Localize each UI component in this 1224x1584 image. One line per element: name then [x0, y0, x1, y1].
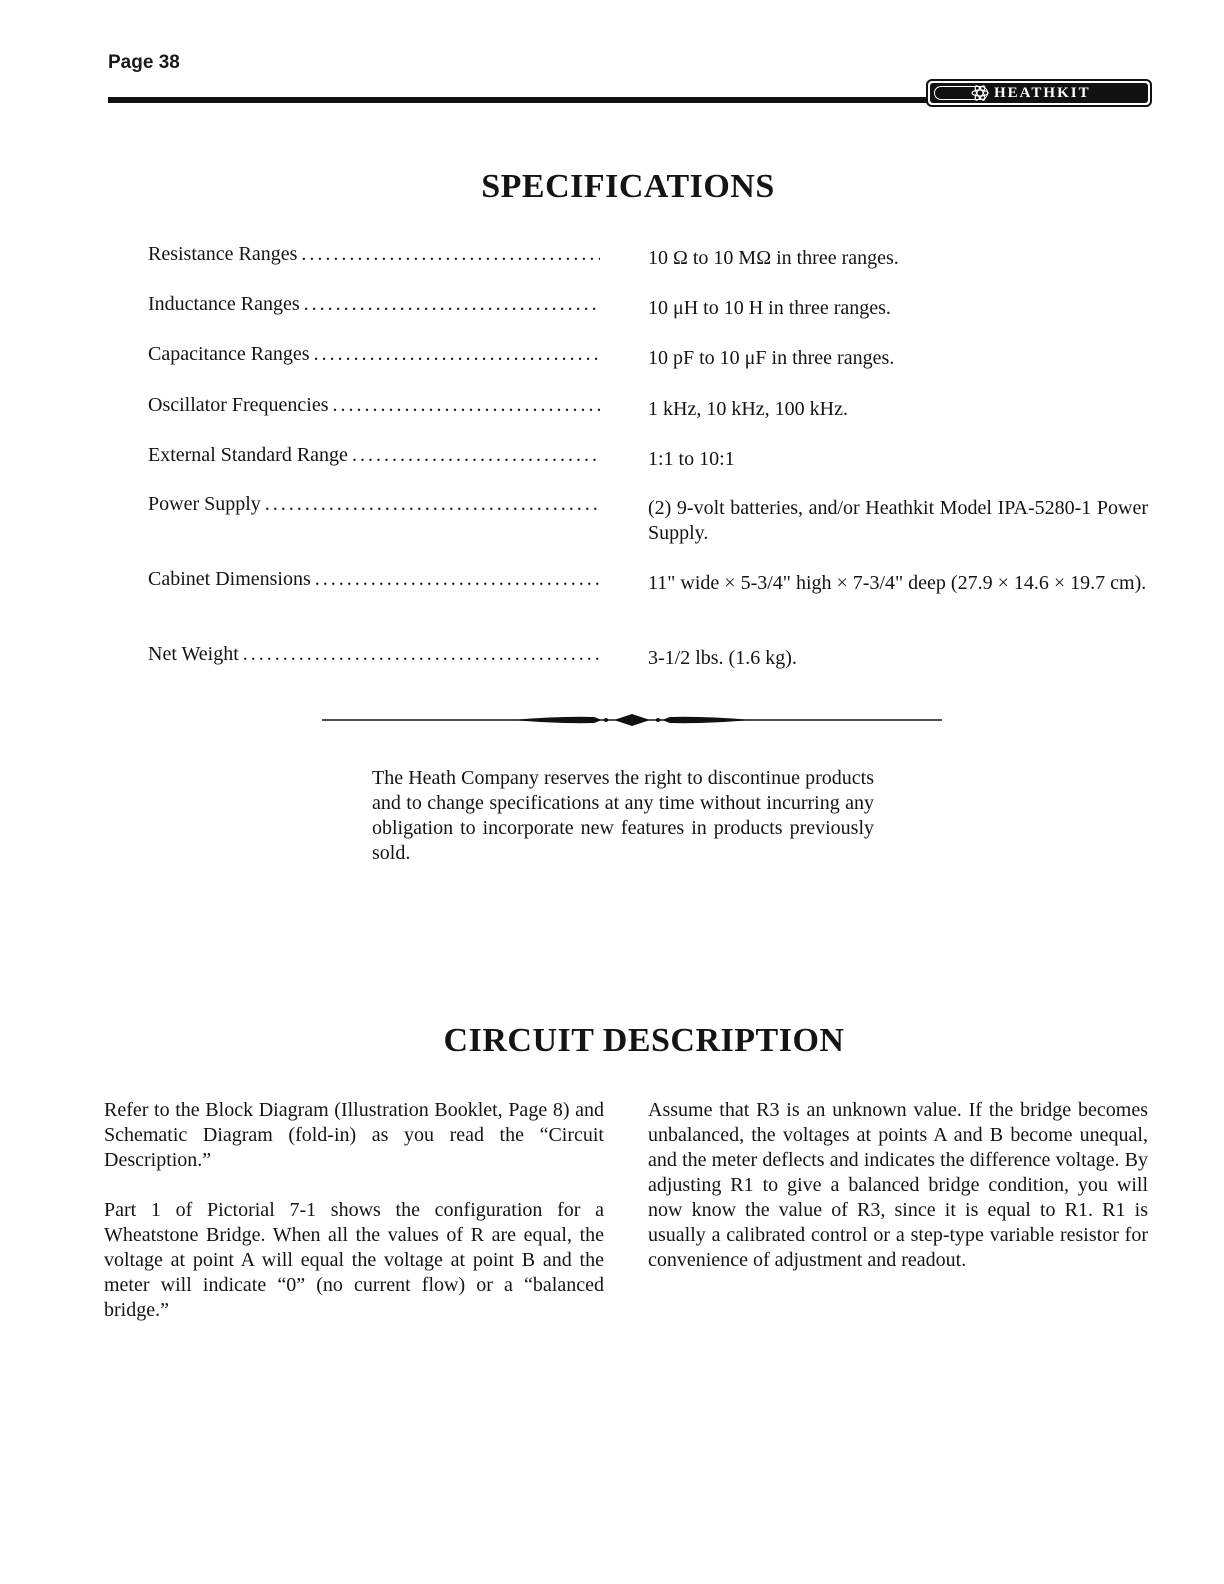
spec-value: 10 pF to 10 μF in three ranges. [648, 347, 895, 369]
left-column [104, 1098, 604, 1348]
brand-name: HEATHKIT [994, 84, 1091, 101]
spec-value: 10 Ω to 10 MΩ in three ranges. [648, 247, 899, 269]
paragraph: Refer to the Block Diagram (Illustration Booklet, Page 8) and Schematic Diagram (fold-in) as you read the “Circuit Description.” [104, 1099, 604, 1171]
specifications-title: SPECIFICATIONS [481, 168, 775, 205]
spec-value: 10 μH to 10 H in three ranges. [648, 297, 891, 319]
spec-label: Cabinet Dimensions . . . [148, 567, 600, 592]
header-rule [108, 97, 934, 103]
spec-label: External Standard Range . . . [148, 443, 600, 468]
spec-label: Capacitance Ranges . . . [148, 342, 600, 367]
right-column [648, 1098, 1148, 1298]
paragraph: Assume that R3 is an unknown value. If the bridge becomes unbalanced, the voltages at points A and B become unequal, and the meter deflects and indicates the difference voltage. By adjusting R1 to give a balanced bridge condition, you will now know the value of R3, since it is equal to R1. R1 is usually a calibrated control or a step-type variable resistor for convenience of adjustment and readout. [648, 1099, 1148, 1271]
notice-paragraph: The Heath Company reserves the right to discontinue products and to change specifications at any time without incurring any obligation to incorporate new features in products previously sold. [372, 767, 874, 864]
circuit-description-title: CIRCUIT DESCRIPTION [443, 1022, 845, 1059]
ornamental-divider [322, 710, 942, 730]
spec-value: (2) 9-volt batteries, and/or Heathkit Model IPA-5280-1 Power Supply. [648, 497, 1148, 544]
spec-value: 1 kHz, 10 kHz, 100 kHz. [648, 398, 848, 420]
brand-logo [926, 79, 1152, 107]
spec-label: Oscillator Frequencies . . . [148, 393, 600, 418]
page-number: Page 38 [108, 52, 180, 73]
paragraph: Part 1 of Pictorial 7-1 shows the configuration for a Wheatstone Bridge. When all the values of R are equal, the voltage at point A will equal the voltage at point B and the meter will indicate “0” (no current flow) or a “balanced bridge.” [104, 1199, 604, 1321]
spec-label: Net Weight . . . [148, 642, 600, 667]
spec-value: 1:1 to 10:1 [648, 448, 735, 470]
spec-value: 11" wide × 5-3/4" high × 7-3/4" deep (27.9 × 14.6 × 19.7 cm). [648, 572, 1147, 594]
spec-label: Resistance Ranges . . . [148, 242, 600, 267]
spec-value: 3-1/2 lbs. (1.6 kg). [648, 647, 797, 669]
atom-icon [934, 86, 988, 100]
spec-label: Power Supply . . . [148, 492, 600, 517]
spec-label: Inductance Ranges . . . [148, 292, 600, 317]
